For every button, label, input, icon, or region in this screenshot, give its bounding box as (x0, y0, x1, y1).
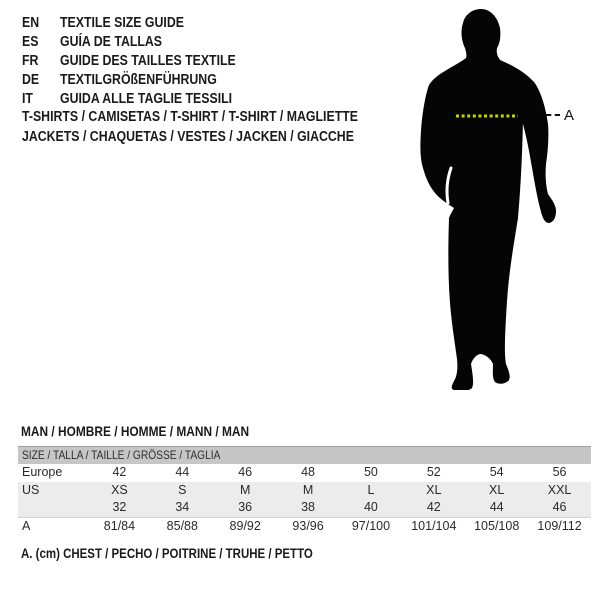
language-label: GUÍA DE TALLAS (60, 34, 163, 50)
table-cell: 34 (175, 500, 190, 514)
man-silhouette (402, 5, 560, 390)
measure-callout-dashes (546, 114, 560, 116)
language-label: GUIDE DES TAILLES TEXTILE (60, 53, 236, 69)
language-row-fr (22, 52, 267, 71)
table-cell: 89/92 (229, 518, 261, 533)
table-row-europe (18, 464, 591, 482)
row-label: US (22, 482, 40, 497)
language-label: GUIDA ALLE TAGLIE TESSILI (60, 91, 233, 107)
table-cell: 81/84 (103, 518, 136, 533)
measure-label-a: A (564, 107, 575, 124)
language-code: DE (22, 72, 40, 88)
row-label: A (22, 518, 31, 533)
table-cell: L (367, 482, 375, 497)
table-cell: 105/108 (474, 518, 520, 533)
table-cell: 48 (301, 465, 316, 479)
language-row-es (22, 33, 267, 52)
table-cell: 36 (238, 500, 253, 514)
category-lines (22, 108, 417, 147)
table-cell: 109/112 (537, 518, 582, 533)
table-cell: M (239, 482, 251, 497)
table-cell: 85/88 (166, 518, 198, 533)
table-cell: 54 (489, 465, 504, 479)
language-row-it (22, 90, 267, 109)
gender-heading: MAN / HOMBRE / HOMME / MANN / MAN (21, 423, 250, 439)
table-header: SIZE / TALLA / TAILLE / GRÖSSE / TAGLIA (18, 446, 591, 464)
table-cell: XL (426, 482, 442, 497)
row-label (18, 499, 88, 517)
size-table (18, 446, 591, 535)
table-cell: XXL (547, 482, 572, 497)
table-cell: 52 (426, 465, 441, 479)
table-cell: XS (111, 482, 128, 497)
table-cell: S (178, 482, 187, 497)
table-cell: 44 (489, 500, 504, 514)
table-row-chest-a (18, 518, 591, 536)
table-cell: 93/96 (292, 518, 324, 533)
table-cell: XL (489, 482, 505, 497)
footer-note: A. (cm) CHEST / PECHO / POITRINE / TRUHE / PETTO (21, 546, 313, 561)
table-cell: M (302, 482, 314, 497)
language-row-de (22, 71, 267, 90)
table-cell: 97/100 (351, 518, 391, 533)
category-line-tshirts: T-SHIRTS / CAMISETAS / T-SHIRT / T-SHIRT / MAGLIETTE (22, 109, 358, 125)
table-cell: 56 (552, 465, 567, 479)
row-label: Europe (22, 465, 63, 479)
table-row-us-numeric (18, 499, 591, 518)
language-code: FR (22, 53, 39, 69)
table-row-us (18, 482, 591, 500)
language-code: EN (22, 15, 40, 31)
language-label: TEXTILE SIZE GUIDE (60, 15, 184, 31)
table-cell: 32 (112, 500, 127, 514)
table-cell: 46 (238, 465, 253, 479)
table-cell: 50 (363, 465, 378, 479)
table-cell: 42 (426, 500, 441, 514)
table-cell: 38 (301, 500, 316, 514)
table-cell: 101/104 (411, 518, 457, 533)
table-cell: 40 (363, 500, 378, 514)
table-cell: 46 (552, 500, 567, 514)
language-code: IT (22, 91, 33, 107)
category-line-jackets: JACKETS / CHAQUETAS / VESTES / JACKEN / GIACCHE (22, 128, 354, 145)
language-label: TEXTILGRÖßENFÜHRUNG (60, 72, 217, 88)
language-row-en (22, 14, 267, 33)
table-cell: 44 (175, 465, 190, 479)
table-cell: 42 (112, 465, 127, 479)
language-list (22, 14, 267, 109)
language-code: ES (22, 34, 39, 50)
